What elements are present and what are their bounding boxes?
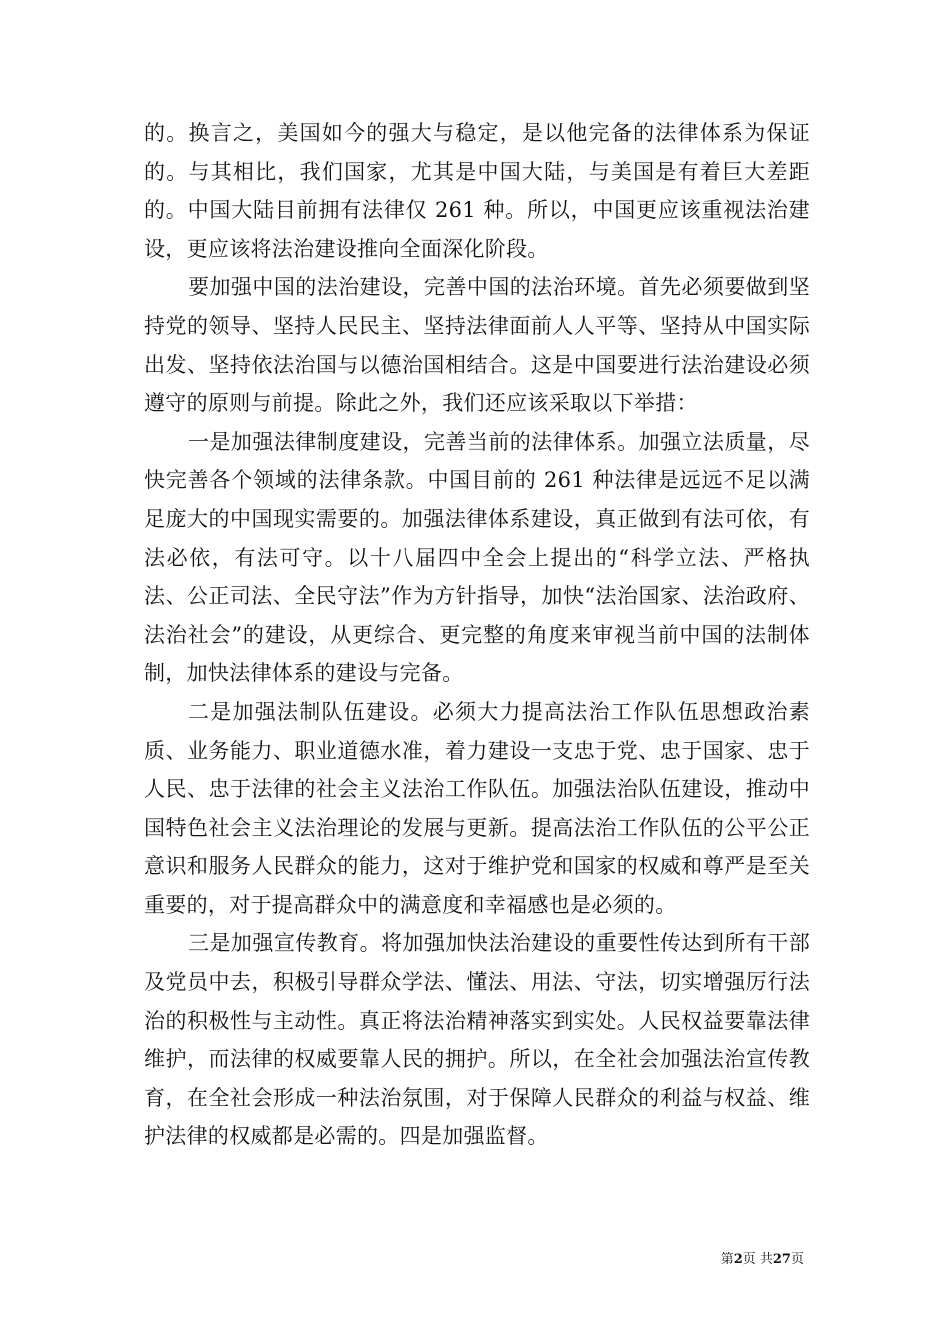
footer-middle: 页 共 [742,1252,773,1267]
footer-prefix: 第 [720,1252,734,1267]
page-number-footer [721,1248,804,1267]
paragraph-4: 二是加强法制队伍建设。必须大力提高法治工作队伍思想政治素质、业务能力、职业道德水准，着力建设一支忠于党、忠于国家、忠于人民、忠于法律的社会主义法治工作队伍。加强法治队伍建设，推动中国特色社会主义法治理论的发展与更新。提高法治工作队伍的公平公正意识和服务人民群众的能力，这对于维护党和国家的权威和尊严是至关重要的，对于提高群众中的满意度和幸福感也是必须的。 [144,699,810,917]
paragraph-5: 三是加强宣传教育。将加强加快法治建设的重要性传达到所有干部及党员中去，积极引导群众学法、懂法、用法、守法，切实增强厉行法治的积极性与主动性。真正将法治精神落实到实处。人民权益要靠法律维护，而法律的权威要靠人民的拥护。所以，在全社会加强法治宣传教育，在全社会形成一种法治氛围，对于保障人民群众的利益与权益、维护法律的权威都是必需的。四是加强监督。 [144,931,810,1149]
footer-total-pages: 27 [772,1252,791,1267]
document-body [144,114,810,1156]
footer-suffix: 页 [790,1252,804,1267]
footer-current-page: 2 [733,1252,743,1267]
paragraph-2: 要加强中国的法治建设，完善中国的法治环境。首先必须要做到坚持党的领导、坚持人民民主、坚持法律面前人人平等、坚持从中国实际出发、坚持依法治国与以德治国相结合。这是中国要进行法治建设必须遵守的原则与前提。除此之外，我们还应该采取以下举措： [144,275,810,416]
paragraph-3: 一是加强法律制度建设，完善当前的法律体系。加强立法质量，尽快完善各个领域的法律条款。中国目前的 261 种法律是远远不足以满足庞大的中国现实需要的。加强法律体系建设，真正做到有法可依，有法必依，有法可守。以十八届四中全会上提出的“科学立法、严格执法、公正司法、全民守法”作为方针指导，加快“法治国家、法治政府、法治社会”的建设，从更综合、更完整的角度来审视当前中国的法制体制，加快法律体系的建设与完备。 [144,429,810,686]
paragraph-1: 的。换言之，美国如今的强大与稳定，是以他完备的法律体系为保证的。与其相比，我们国家，尤其是中国大陆，与美国是有着巨大差距的。中国大陆目前拥有法律仅 261 种。所以，中国更应该重视法治建设，更应该将法治建设推向全面深化阶段。 [144,121,810,261]
